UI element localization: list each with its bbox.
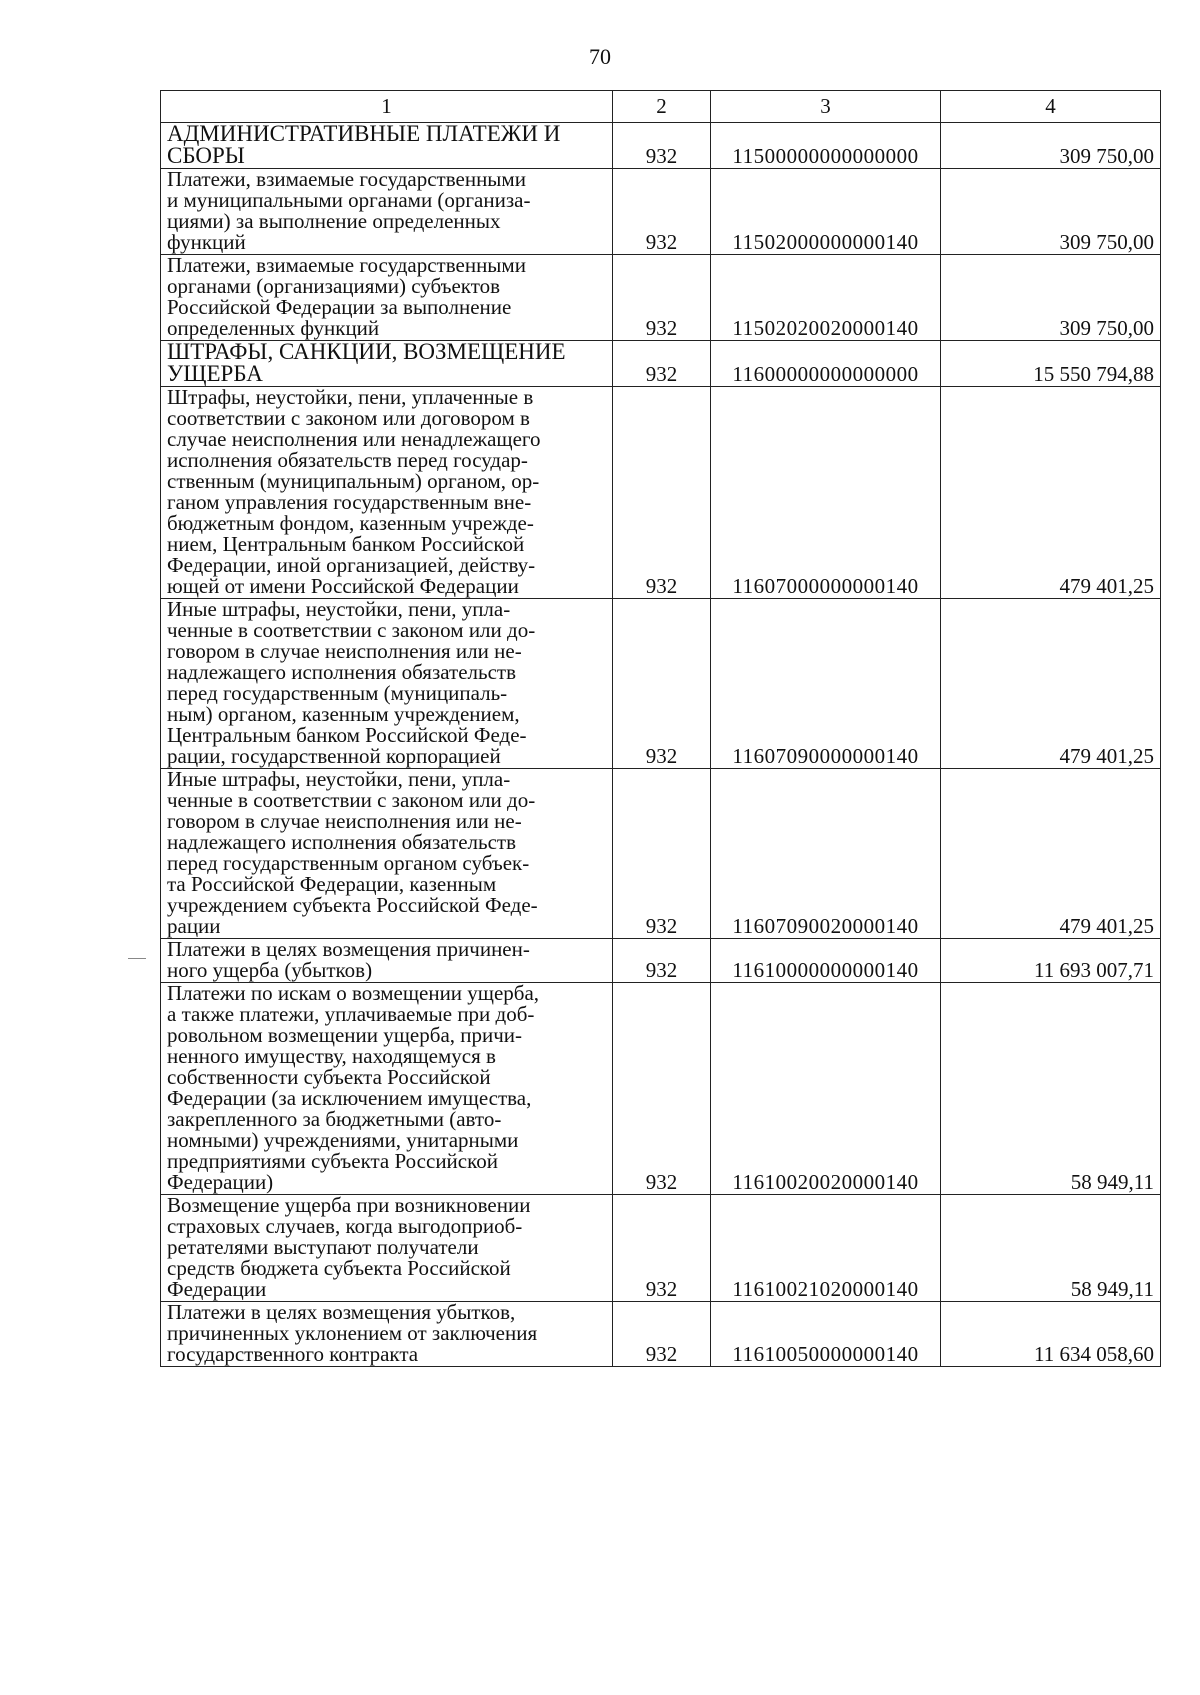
budget-table bbox=[160, 90, 1161, 1367]
row-name: Платежи в целях возмещения убытков, причиненных уклонением от заключения государственного контракта bbox=[161, 1302, 613, 1367]
row-name: АДМИНИСТРАТИВНЫЕ ПЛАТЕЖИ И СБОРЫ bbox=[161, 123, 613, 169]
table-row bbox=[161, 387, 1161, 599]
row-amount: 479 401,25 bbox=[941, 387, 1161, 599]
table-row bbox=[161, 983, 1161, 1195]
row-amount: 309 750,00 bbox=[941, 255, 1161, 341]
table-row bbox=[161, 123, 1161, 169]
row-name: Иные штрафы, неустойки, пени, упла- ченные в соответствии с законом или до- говором в случае неисполнения или не- надлежащего исполнения обязательств перед государственным органом субъек- та Российской Федерации, казенным учреждением субъекта Российской Феде- рации bbox=[161, 769, 613, 939]
margin-mark bbox=[128, 958, 146, 959]
row-name: Иные штрафы, неустойки, пени, упла- ченные в соответствии с законом или до- говором в случае неисполнения или не- надлежащего исполнения обязательств перед государственным (муниципаль- ным) органом, казенным учреждением, Центральным банком Российской Феде- рации, государственной корпорацией bbox=[161, 599, 613, 769]
row-name: Возмещение ущерба при возникновении страховых случаев, когда выгодоприоб- ретателями выступают получатели средств бюджета субъекта Российской Федерации bbox=[161, 1195, 613, 1302]
row-budget-code: 11610021020000140 bbox=[711, 1195, 941, 1302]
row-budget-code: 11610000000000140 bbox=[711, 939, 941, 983]
row-admin-code: 932 bbox=[613, 255, 711, 341]
row-admin-code: 932 bbox=[613, 123, 711, 169]
row-name: Платежи по искам о возмещении ущерба, а также платежи, уплачиваемые при доб- ровольном возмещении ущерба, причи- ненного имуществу, находящемуся в собственности субъекта Российской Федерации (за исключением имущества, закрепленного за бюджетными (авто- номными) учреждениями, унитарными предприятиями субъекта Российской Федерации) bbox=[161, 983, 613, 1195]
row-amount: 479 401,25 bbox=[941, 769, 1161, 939]
row-budget-code: 11607000000000140 bbox=[711, 387, 941, 599]
row-name: Платежи, взимаемые государственными и муниципальными органами (организа- циями) за выполнение определенных функций bbox=[161, 169, 613, 255]
row-admin-code: 932 bbox=[613, 169, 711, 255]
row-name: ШТРАФЫ, САНКЦИИ, ВОЗМЕЩЕНИЕ УЩЕРБА bbox=[161, 341, 613, 387]
table-row bbox=[161, 939, 1161, 983]
row-admin-code: 932 bbox=[613, 939, 711, 983]
row-budget-code: 11600000000000000 bbox=[711, 341, 941, 387]
row-amount: 309 750,00 bbox=[941, 123, 1161, 169]
table-row bbox=[161, 169, 1161, 255]
row-name: Платежи, взимаемые государственными органами (организациями) субъектов Российской Федерации за выполнение определенных функций bbox=[161, 255, 613, 341]
header-row bbox=[161, 91, 1161, 123]
row-budget-code: 11502020020000140 bbox=[711, 255, 941, 341]
row-admin-code: 932 bbox=[613, 599, 711, 769]
row-admin-code: 932 bbox=[613, 1195, 711, 1302]
row-name: Штрафы, неустойки, пени, уплаченные в соответствии с законом или договором в случае неисполнения или ненадлежащего исполнения обязательств перед государ- ственным (муниципальным) органом, ор- ганом управления государственным вне- бюджетным фондом, казенным учрежде- нием, Центральным банком Российской Федерации, иной организацией, действу- ющей от имени Российской Федерации bbox=[161, 387, 613, 599]
column-header-1: 1 bbox=[161, 91, 613, 123]
row-amount: 309 750,00 bbox=[941, 169, 1161, 255]
column-header-2: 2 bbox=[613, 91, 711, 123]
row-amount: 58 949,11 bbox=[941, 983, 1161, 1195]
row-amount: 58 949,11 bbox=[941, 1195, 1161, 1302]
row-budget-code: 11610020020000140 bbox=[711, 983, 941, 1195]
row-amount: 11 634 058,60 bbox=[941, 1302, 1161, 1367]
row-budget-code: 11500000000000000 bbox=[711, 123, 941, 169]
row-admin-code: 932 bbox=[613, 769, 711, 939]
row-admin-code: 932 bbox=[613, 387, 711, 599]
row-budget-code: 11607090020000140 bbox=[711, 769, 941, 939]
table-row bbox=[161, 599, 1161, 769]
table-row bbox=[161, 1195, 1161, 1302]
row-amount: 479 401,25 bbox=[941, 599, 1161, 769]
row-admin-code: 932 bbox=[613, 983, 711, 1195]
table-row bbox=[161, 1302, 1161, 1367]
page-number: 70 bbox=[589, 44, 611, 69]
row-name: Платежи в целях возмещения причинен- ного ущерба (убытков) bbox=[161, 939, 613, 983]
row-budget-code: 11607090000000140 bbox=[711, 599, 941, 769]
row-budget-code: 11610050000000140 bbox=[711, 1302, 941, 1367]
table-row bbox=[161, 769, 1161, 939]
table-row bbox=[161, 341, 1161, 387]
column-header-3: 3 bbox=[711, 91, 941, 123]
column-header-4: 4 bbox=[941, 91, 1161, 123]
table-row bbox=[161, 255, 1161, 341]
row-budget-code: 11502000000000140 bbox=[711, 169, 941, 255]
row-amount: 15 550 794,88 bbox=[941, 341, 1161, 387]
row-admin-code: 932 bbox=[613, 341, 711, 387]
row-amount: 11 693 007,71 bbox=[941, 939, 1161, 983]
row-admin-code: 932 bbox=[613, 1302, 711, 1367]
